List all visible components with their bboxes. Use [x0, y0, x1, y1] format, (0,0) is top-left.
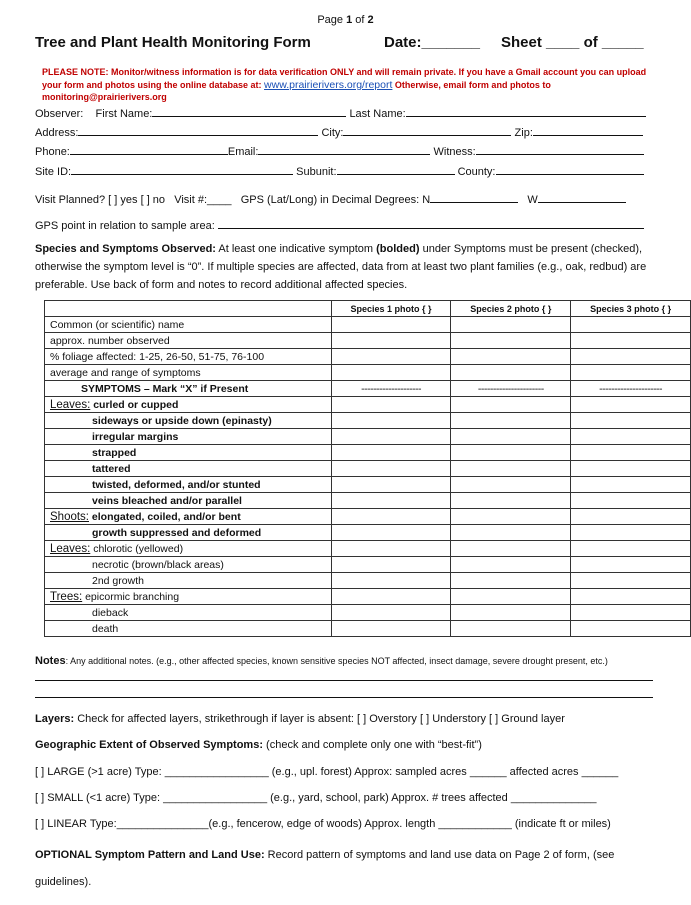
symptom-label: death [45, 621, 332, 637]
species-1-cell[interactable] [331, 477, 451, 493]
phone-row: Phone: Email: Witness: [35, 144, 644, 158]
info-row-label: Common (or scientific) name [45, 317, 332, 333]
symptom-text: chlorotic (yellowed) [93, 542, 184, 555]
species-1-cell[interactable] [331, 589, 451, 605]
address-row: Address: City: Zip: [35, 125, 643, 139]
species-2-cell[interactable] [451, 461, 571, 477]
extent-heading: Geographic Extent of Observed Symptoms: (check and complete only one with “best-fit”) [35, 739, 482, 751]
species-3-cell[interactable] [571, 349, 691, 365]
first-name-field[interactable] [152, 106, 346, 117]
symptom-text: epicormic branching [85, 590, 180, 603]
species-2-cell[interactable] [451, 493, 571, 509]
table-header-row [45, 301, 691, 317]
table-row [45, 317, 691, 333]
notes-label-row: Notes: Any additional notes. (e.g., other affected species, known sensitive species NOT affected, insect damage, severe drought present, etc.) [35, 655, 608, 667]
species-1-cell[interactable] [331, 317, 451, 333]
zip-field[interactable] [533, 125, 643, 136]
observer-row: Observer: First Name: Last Name: [35, 106, 646, 120]
symptom-row [45, 429, 691, 445]
species-1-cell[interactable] [331, 413, 451, 429]
symptom-label: 2nd growth [45, 573, 332, 589]
species-3-cell[interactable] [571, 365, 691, 381]
species-1-header[interactable]: Species 1 photo { } [331, 301, 451, 317]
symptom-text: curled or cupped [93, 398, 179, 411]
species-1-cell[interactable] [331, 621, 451, 637]
extent-large-row[interactable]: [ ] LARGE (>1 acre) Type: _________________ (e.g., upl. forest) Approx: sampled acres ______ affected acres ______ [35, 766, 619, 778]
symptom-label [45, 541, 332, 557]
symptom-label: veins bleached and/or parallel [45, 493, 332, 509]
species-3-cell[interactable] [571, 413, 691, 429]
symptom-row [45, 525, 691, 541]
species-1-cell[interactable] [331, 605, 451, 621]
symptom-group-label: Trees: [50, 590, 83, 603]
species-3-cell[interactable] [571, 333, 691, 349]
species-2-cell[interactable] [451, 413, 571, 429]
symptom-row [45, 621, 691, 637]
symptom-label [45, 509, 332, 525]
species-2-cell[interactable] [451, 557, 571, 573]
symptom-label: strapped [45, 445, 332, 461]
species-3-cell[interactable] [571, 621, 691, 637]
dash-separator: -------------------- [331, 381, 451, 397]
info-row-label: approx. number observed [45, 333, 332, 349]
symptom-row [45, 413, 691, 429]
subunit-field[interactable] [337, 164, 455, 175]
symptom-row [45, 557, 691, 573]
symptom-label [45, 589, 332, 605]
symptom-label [45, 397, 332, 413]
symptoms-header: SYMPTOMS – Mark “X” if Present [45, 381, 332, 397]
species-3-cell[interactable] [571, 605, 691, 621]
table-row [45, 349, 691, 365]
email-field[interactable] [258, 144, 430, 155]
symptom-label: sideways or upside down (epinasty) [45, 413, 332, 429]
species-1-cell[interactable] [331, 349, 451, 365]
species-2-cell[interactable] [451, 509, 571, 525]
extent-linear-row[interactable]: [ ] LINEAR Type:_______________(e.g., fencerow, edge of woods) Approx. length ____________ (indicate ft or miles) [35, 818, 611, 830]
species-1-cell[interactable] [331, 573, 451, 589]
species-3-cell[interactable] [571, 509, 691, 525]
species-2-cell[interactable] [451, 445, 571, 461]
form-title: Tree and Plant Health Monitoring Form [35, 34, 311, 51]
species-3-cell[interactable] [571, 493, 691, 509]
layers-row[interactable]: Layers: Check for affected layers, strikethrough if layer is absent: [ ] Overstory [ ] Understory [ ] Ground layer [35, 713, 565, 725]
symptom-row [45, 397, 691, 413]
header-blank-cell [45, 301, 332, 317]
species-2-cell[interactable] [451, 541, 571, 557]
site-row: Site ID: Subunit: County: [35, 164, 644, 178]
visit-number-field[interactable]: Visit #:____ [174, 194, 232, 206]
city-field[interactable] [343, 125, 511, 136]
symptom-row [45, 605, 691, 621]
symptom-row [45, 477, 691, 493]
symptom-label: irregular margins [45, 429, 332, 445]
species-2-cell[interactable] [451, 621, 571, 637]
species-2-cell[interactable] [451, 365, 571, 381]
species-3-cell[interactable] [571, 525, 691, 541]
symptom-group-label: Leaves: [50, 542, 91, 555]
species-1-cell[interactable] [331, 333, 451, 349]
species-1-cell[interactable] [331, 509, 451, 525]
extent-small-row[interactable]: [ ] SMALL (<1 acre) Type: _________________ (e.g., yard, school, park) Approx. # trees affected ______________ [35, 792, 597, 804]
species-3-cell[interactable] [571, 429, 691, 445]
symptom-row [45, 445, 691, 461]
species-2-cell[interactable] [451, 349, 571, 365]
species-1-cell[interactable] [331, 557, 451, 573]
optional-section: OPTIONAL Symptom Pattern and Land Use: Record pattern of symptoms and land use data on Page 2 of form, (see guidelines). [35, 849, 615, 888]
report-link[interactable]: www.prairierivers.org/report [264, 78, 393, 91]
symptom-label: dieback [45, 605, 332, 621]
privacy-note: PLEASE NOTE: Monitor/witness information is for data verification ONLY and will remain private. If you have a Gmail account you can upload your form and photos using the online database at: www.prairierivers.org/report Otherwise, email form and photos to monitoring@prairierivers.org [42, 67, 647, 102]
species-2-cell[interactable] [451, 573, 571, 589]
table-row [45, 333, 691, 349]
dash-separator: ---------------------- [451, 381, 571, 397]
notes-line-1[interactable] [35, 680, 653, 681]
symptom-label: tattered [45, 461, 332, 477]
species-3-header[interactable]: Species 3 photo { } [571, 301, 691, 317]
species-3-cell[interactable] [571, 397, 691, 413]
notes-line-2[interactable] [35, 697, 653, 698]
species-2-cell[interactable] [451, 605, 571, 621]
symptom-row [45, 573, 691, 589]
witness-field[interactable] [476, 144, 644, 155]
species-2-cell[interactable] [451, 525, 571, 541]
symptoms-header-row [45, 381, 691, 397]
symptom-row [45, 493, 691, 509]
species-1-cell[interactable] [331, 429, 451, 445]
info-row-label: % foliage affected: 1-25, 26-50, 51-75, 76-100 [45, 349, 332, 365]
address-field[interactable] [78, 125, 318, 136]
visit-planned-checkboxes[interactable]: Visit Planned? [ ] yes [ ] no [35, 194, 166, 206]
species-2-cell[interactable] [451, 317, 571, 333]
symptom-row [45, 541, 691, 557]
species-2-cell[interactable] [451, 333, 571, 349]
symptom-label: twisted, deformed, and/or stunted [45, 477, 332, 493]
page-number: Page 1 of 2 [317, 14, 374, 26]
species-3-cell[interactable] [571, 573, 691, 589]
species-2-cell[interactable] [451, 397, 571, 413]
species-3-cell[interactable] [571, 589, 691, 605]
species-2-cell[interactable] [451, 477, 571, 493]
symptoms-table [44, 300, 691, 637]
species-1-cell[interactable] [331, 493, 451, 509]
species-1-cell[interactable] [331, 525, 451, 541]
species-2-cell[interactable] [451, 589, 571, 605]
species-3-cell[interactable] [571, 557, 691, 573]
phone-field[interactable] [70, 144, 228, 155]
table-row [45, 365, 691, 381]
symptom-row [45, 509, 691, 525]
species-2-cell[interactable] [451, 429, 571, 445]
sheet-field[interactable]: Sheet ____ of _____ [501, 34, 644, 51]
species-3-cell[interactable] [571, 461, 691, 477]
symptom-group-label: Leaves: [50, 398, 91, 411]
date-field[interactable]: Date:_______ [384, 34, 480, 51]
symptom-group-label: Shoots: [50, 510, 89, 523]
last-name-field[interactable] [406, 106, 646, 117]
symptom-label: growth suppressed and deformed [45, 525, 332, 541]
dash-separator: --------------------- [571, 381, 691, 397]
county-field[interactable] [496, 164, 644, 175]
symptom-label: necrotic (brown/black areas) [45, 557, 332, 573]
site-id-field[interactable] [71, 164, 293, 175]
info-row-label: average and range of symptoms [45, 365, 332, 381]
gps-point-row: GPS point in relation to sample area: [35, 218, 644, 232]
species-3-cell[interactable] [571, 541, 691, 557]
species-1-cell[interactable] [331, 397, 451, 413]
symptom-row [45, 589, 691, 605]
species-2-header[interactable]: Species 2 photo { } [451, 301, 571, 317]
species-1-cell[interactable] [331, 461, 451, 477]
species-3-cell[interactable] [571, 317, 691, 333]
gps-point-field[interactable] [218, 218, 644, 229]
species-1-cell[interactable] [331, 541, 451, 557]
species-1-cell[interactable] [331, 365, 451, 381]
gps-north-field[interactable] [430, 192, 518, 203]
symptom-text: elongated, coiled, and/or bent [91, 510, 241, 523]
species-3-cell[interactable] [571, 445, 691, 461]
gps-west-field[interactable] [538, 192, 626, 203]
symptom-row [45, 461, 691, 477]
visit-row: Visit Planned? [ ] yes [ ] no Visit #:____ GPS (Lat/Long) in Decimal Degrees: N W [35, 192, 626, 206]
species-1-cell[interactable] [331, 445, 451, 461]
species-3-cell[interactable] [571, 477, 691, 493]
species-instructions: Species and Symptoms Observed: At least one indicative symptom (bolded) under Symptoms must be present (checked), otherwise the symptom level is “0”. If multiple species are affected, data from at least two plant families (e.g., oak, redbud) are preferable. Use back of form and notes to record additional affected species. [35, 243, 647, 291]
